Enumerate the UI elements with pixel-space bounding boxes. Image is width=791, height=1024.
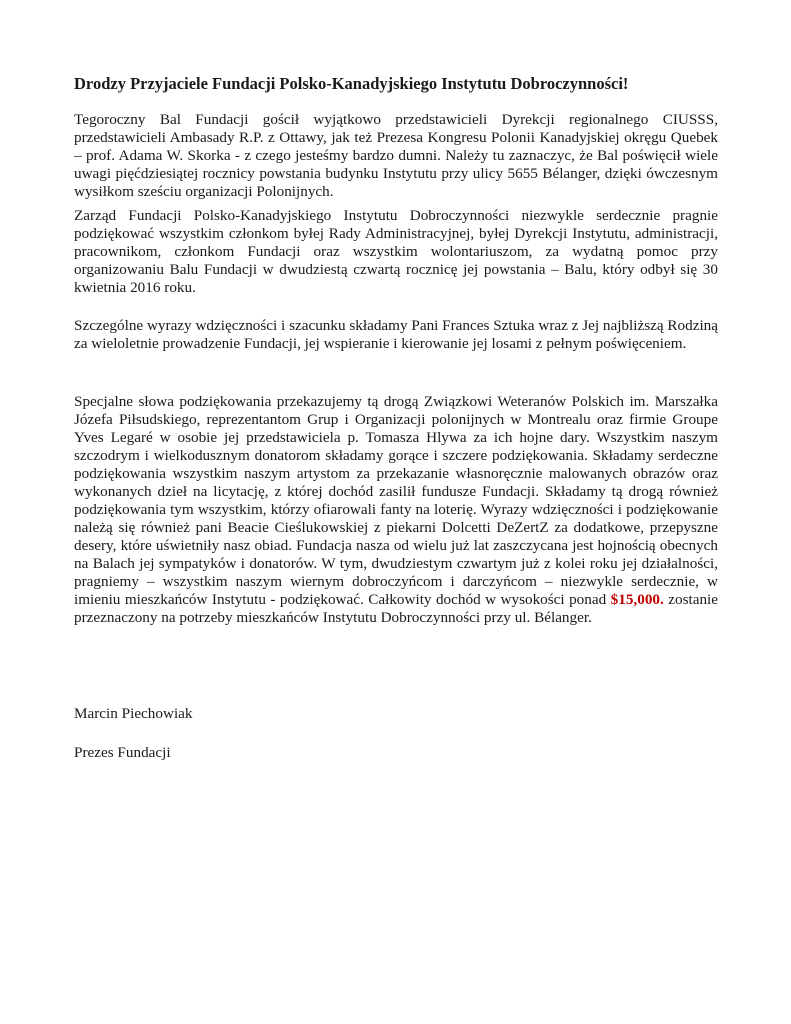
paragraph-ball-guests: Tegoroczny Bal Fundacji gościł wyjątkowo przedstawicieli Dyrekcji regionalnego CIUSSS, przedstawicieli Ambasady R.P. z Ottawy, jak też Prezesa Kongresu Polonii Kanadyjskiej okręgu Quebek – prof. Adama W. Skorka - z czego jesteśmy bardzo dumni. Należy tu zaznaczyc, że Bal poświęcił wiele uwagi pięćdziesiątej rocznicy powstania budynku Instytutu przy ulicy 5655 Bélanger, dzięki ówczesnym wysiłkom sześciu organizacji Polonijnych. <box>74 111 718 200</box>
signature-name: Marcin Piechowiak <box>74 705 193 722</box>
letter-title: Drodzy Przyjaciele Fundacji Polsko-Kanadyjskiego Instytutu Dobroczynności! <box>74 74 629 93</box>
paragraph-frances-sztuka: Szczególne wyrazy wdzięczności i szacunku składamy Pani Frances Sztuka wraz z Jej najbliższą Rodziną za wieloletnie prowadzenie Fundacji, jej wspieranie i kierowanie jej losami z pełnym poświęceniem. <box>74 317 718 352</box>
paragraph-special-thanks-text: Specjalne słowa podziękowania przekazujemy tą drogą Związkowi Weteranów Polskich im. Marszałka Józefa Piłsudskiego, reprezentantom Grup i Organizacji polonijnych w Montrealu oraz firmie Groupe Yves Legaré w osobie jej przedstawiciela p. Tomasza Hlywa za ich hojne dary. Wszystkim naszym szczodrym i wielkodusznym donatorom składamy gorące i szczere podziękowania. Składamy serdeczne podziękowania wszystkim naszym artystom za przekazanie własnoręcznie malowanych obrazów oraz wykonanych dzieł na licytację, z której dochód zasilił fundusze Fundacji. Składamy tą drogą również podziękowania tym wszystkim, którzy ofiarowali fanty na loterię. Wyrazy wdzięczności i podziękowanie należą się również pani Beacie Cieślukowskiej z piekarni Dolcetti DeZertZ za dodatkowe, przepyszne desery, które uświetniły nasz obiad. Fundacja nasza od wielu już lat zaszczycana jest hojnością obecnych na Balach jej sympatyków i donatorów. W tym, dwudziestym czwartym już z kolei roku jej działalności, pragniemy – wszystkim naszym wiernym dobroczyńcom i darczyńcom – niezwykle serdecznie, w imieniu mieszkańców Instytutu - podziękować. Całkowity dochód w wysokości ponad <box>74 393 718 608</box>
paragraph-special-thanks <box>74 393 718 627</box>
total-amount: $15,000. <box>610 591 664 608</box>
signature-role: Prezes Fundacji <box>74 744 171 761</box>
paragraph-special-thanks-ending: zostanie przeznaczony na potrzeby mieszkańców Instytutu Dobroczynności przy ul. Bélanger. <box>74 591 718 626</box>
paragraph-board-thanks: Zarząd Fundacji Polsko-Kanadyjskiego Instytutu Dobroczynności niezwykle serdecznie pragnie podziękować wszystkim członkom byłej Rady Administracyjnej, byłej Dyrekcji Instytutu, administracji, pracownikom, członkom Fundacji oraz wszystkim wolontariuszom, za wydatną pomoc przy organizowaniu Balu Fundacji w dwudziestą czwartą rocznicę jej powstania – Balu, który odbył się 30 kwietnia 2016 roku. <box>74 207 718 296</box>
